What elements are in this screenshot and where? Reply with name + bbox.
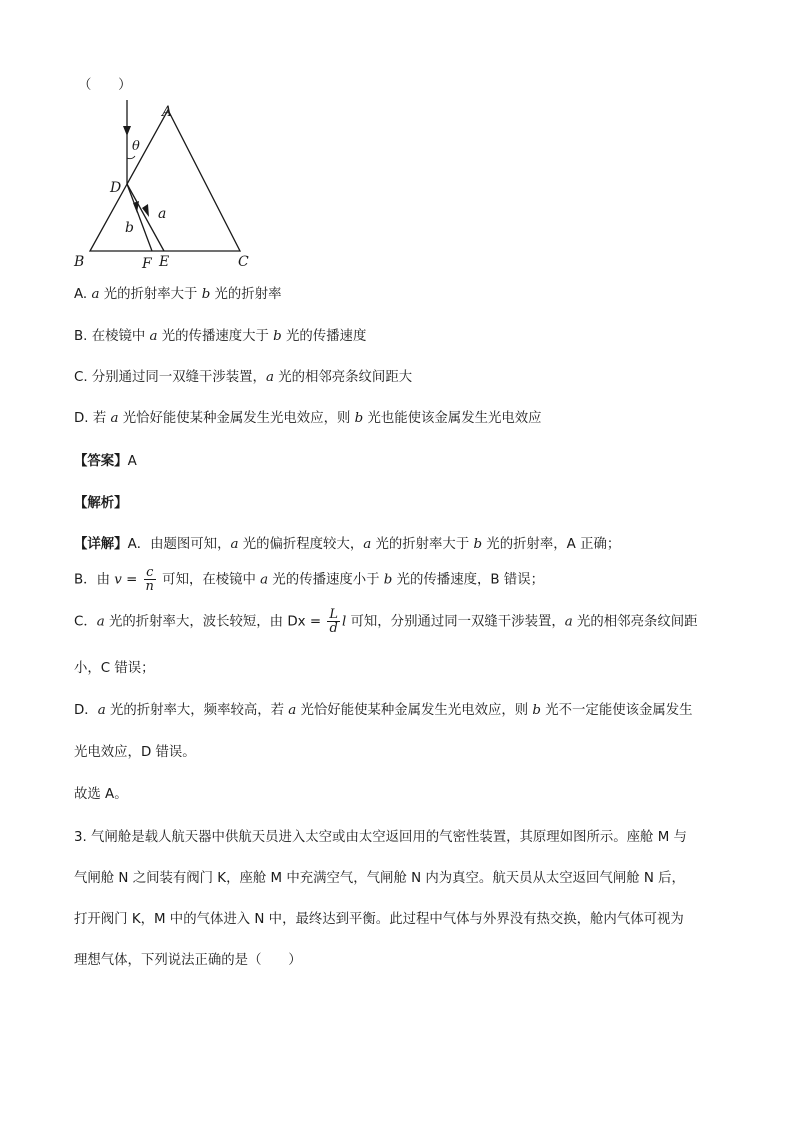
detail-label: 【详解】 xyxy=(74,537,128,552)
ray-b-arrow-icon xyxy=(133,201,139,213)
answer-blank: （ ） xyxy=(78,78,132,93)
fraction-l-over-d: $\frac{L}{d}$ xyxy=(329,607,338,636)
option-d[interactable]: D. 若 a 光恰好能使某种金属发生光电效应，则 b 光也能使该金属发生光电效应 xyxy=(74,411,542,426)
analysis-label: 【解析】 xyxy=(74,496,128,511)
label-a: a xyxy=(158,206,167,222)
ray-b xyxy=(127,184,152,251)
label-A: A xyxy=(162,104,173,120)
label-theta: θ xyxy=(132,139,140,154)
label-E: E xyxy=(159,254,170,270)
label-b: b xyxy=(125,220,134,236)
prism-diagram xyxy=(70,100,270,272)
fraction-c-over-n: $\frac{c}{n}$ xyxy=(145,565,154,594)
detail-line-c1: C．a 光的折射率大，波长较短，由 Dx = $\frac{L}{d}$ l 可知，分别通过同一双缝干涉装置，a 光的相邻亮条纹间距 xyxy=(74,607,698,636)
answer-value: A xyxy=(127,454,137,469)
label-B: B xyxy=(74,254,85,270)
incident-arrow-icon xyxy=(123,126,131,136)
label-C: C xyxy=(238,254,249,270)
detail-line-c2: 小，C 错误； xyxy=(74,661,155,676)
option-a[interactable]: A. a 光的折射率大于 b 光的折射率 xyxy=(74,287,282,302)
label-F: F xyxy=(142,256,152,272)
detail-line-d1: D．a 光的折射率大，频率较高，若 a 光恰好能使某种金属发生光电效应，则 b 光不一定能使该金属发生 xyxy=(74,703,693,718)
question3-line1: 3. 气闸舱是载人航天器中供航天员进入太空或由太空返回用的气密性装置，其原理如图所示。座舱 M 与 xyxy=(74,830,687,845)
option-b[interactable]: B. 在棱镜中 a 光的传播速度大于 b 光的传播速度 xyxy=(74,329,367,344)
detail-line-a: 【详解】A．由题图可知，a 光的偏折程度较大，a 光的折射率大于 b 光的折射率，A 正确； xyxy=(74,537,621,552)
detail-line-b: B．由 v = $\frac{c}{n}$ 可知，在棱镜中 a 光的传播速度小于 b 光的传播速度，B 错误； xyxy=(74,565,544,594)
label-D: D xyxy=(110,180,122,196)
conclusion: 故选 A。 xyxy=(74,787,128,802)
question3-line2: 气闸舱 N 之间装有阀门 K，座舱 M 中充满空气，气闸舱 N 内为真空。航天员从太空返回气闸舱 N 后， xyxy=(74,871,685,886)
question3-line3: 打开阀门 K，M 中的气体进入 N 中，最终达到平衡。此过程中气体与外界没有热交换，舱内气体可视为 xyxy=(74,912,684,927)
option-c[interactable]: C. 分别通过同一双缝干涉装置，a 光的相邻亮条纹间距大 xyxy=(74,370,413,385)
ray-a-arrow-icon xyxy=(142,204,149,217)
answer-line xyxy=(74,450,137,469)
answer-label: 【答案】 xyxy=(74,454,128,469)
question3-line4: 理想气体，下列说法正确的是（ ） xyxy=(74,953,302,968)
detail-line-d2: 光电效应，D 错误。 xyxy=(74,745,196,760)
theta-arc xyxy=(127,156,135,159)
